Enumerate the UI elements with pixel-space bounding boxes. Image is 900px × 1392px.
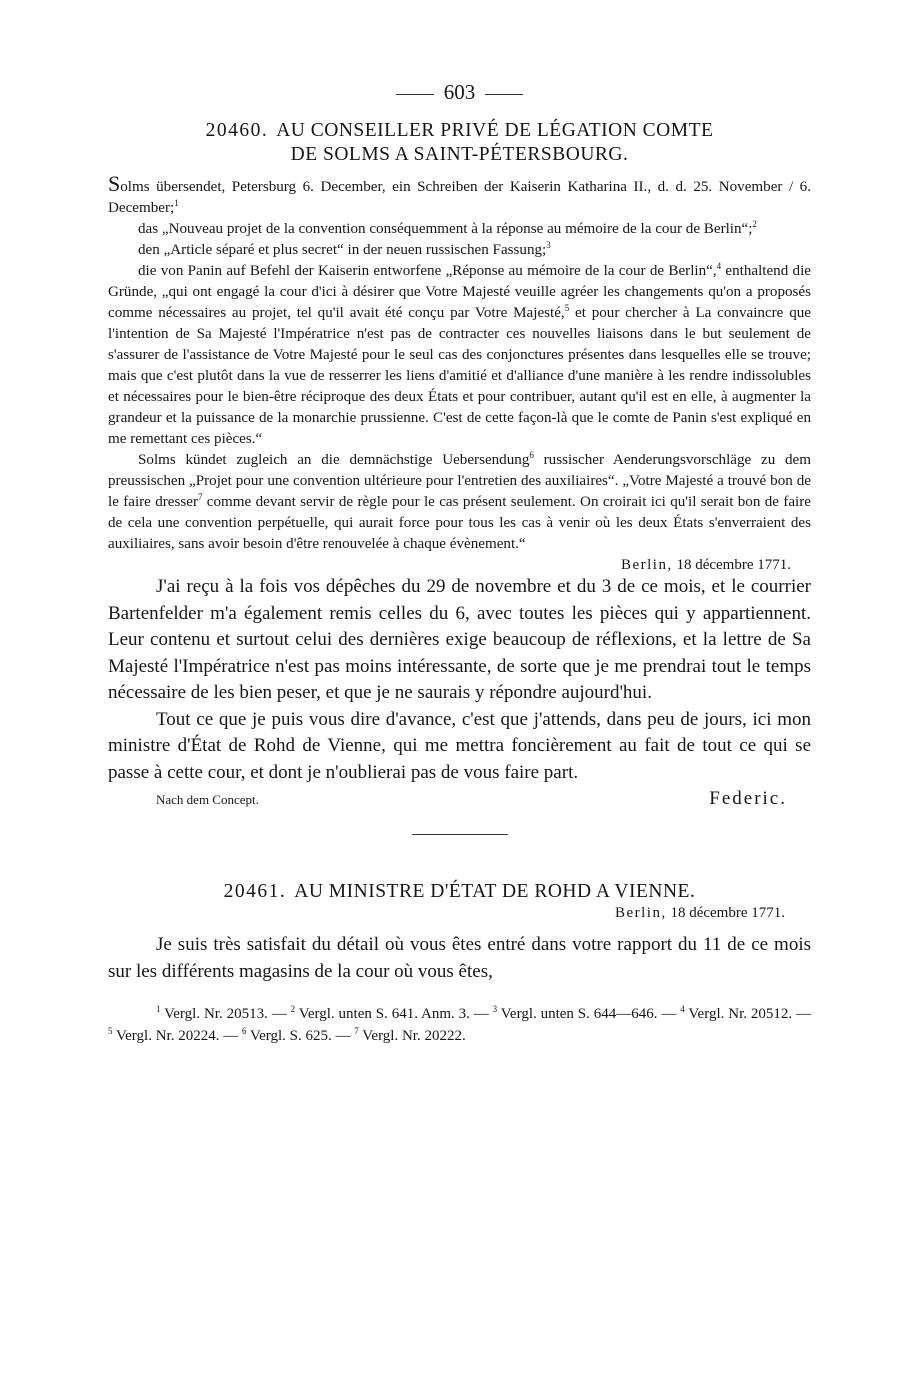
summary-text: enthaltend die Gründe, „qui ont engagé la cour d'ici à désirer que Votre Majesté veuille agréer les changements qu'on a proposés comme nécessaires au projet, tel qu'il avait été conçu par Votre Majesté, (108, 263, 811, 321)
footnote-list (108, 1003, 811, 1047)
footnote-mark: 1 (156, 1004, 161, 1014)
footnote-mark: 5 (108, 1026, 113, 1036)
letter-heading (108, 119, 811, 167)
page-header (108, 80, 811, 105)
letter-title: AU MINISTRE D'ÉTAT DE ROHD A VIENNE. (294, 881, 696, 902)
dateline-place: Berlin, (614, 905, 667, 921)
section-divider (412, 834, 508, 835)
header-rule-left (396, 94, 434, 95)
page-number: 603 (443, 80, 476, 104)
letter-summary (108, 173, 811, 555)
footnote-text: Vergl. Nr. 20224. — (115, 1028, 242, 1044)
document-page (108, 80, 811, 1047)
summary-text: russischer Aenderungsvorschläge zu dem preussischen „Projet pour une convention ultérieure pour l'entretien des auxiliaires“. „Votre Majesté a trouvé bon de le faire dresser (108, 452, 811, 510)
summary-paragraph (108, 219, 811, 240)
letter-number: 20461. (223, 881, 287, 902)
summary-text: et pour chercher à La convaincre que l'intention de Sa Majesté l'Impératrice n'est pas de contracter ces nouvelles liaisons dans le but seulement de s'assurer de l'assistance de Votre Majesté pour le seul cas des conjonctures présentes dans lesquelles elle se trouve; mais que c'est plutôt dans la vue de resserrer les liens d'amitié et d'alliance d'une manière à les rendre indissolubles et nécessaires pour le bien-être réciproque des deux États et pour contribuer, autant qu'il est en elle, à augmenter la grandeur et la puissance de la monarchie prussienne. C'est de cette façon-là que le comte de Panin s'est expliqué en me remettant ces pièces.“ (108, 305, 811, 447)
letter-body (108, 574, 811, 786)
footnote-ref: 6 (529, 449, 534, 460)
summary-paragraph (108, 240, 811, 261)
dateline-date: 18 décembre 1771. (676, 557, 791, 573)
dateline-date: 18 décembre 1771. (670, 905, 785, 921)
footnote-text: Vergl. unten S. 641. Anm. 3. — (298, 1006, 493, 1022)
letter-body (108, 932, 811, 985)
letter-number: 20460. (205, 120, 269, 141)
footnote-text: Vergl. Nr. 20222. (362, 1028, 466, 1044)
body-paragraph: Tout ce que je puis vous dire d'avance, c'est que j'attends, dans peu de jours, ici mon ministre d'État de Rohd de Vienne, qui me mettra foncièrement au fait de tout ce qui se passe à cette cour, et dont je n'oublierai pas de vous faire part. (108, 708, 811, 783)
footnote-text: Vergl. S. 625. — (249, 1028, 355, 1044)
footnote-ref: 7 (197, 491, 203, 502)
footnote-mark: 4 (680, 1004, 685, 1014)
summary-text: die von Panin auf Befehl der Kaiserin entworfene „Réponse au mémoire de la cour de Berlin“, (138, 263, 717, 279)
summary-text: comme devant servir de règle pour le cas présent seulement. On croirait ici qu'il serait bon de faire de cela une convention perpétuelle, qui aurait force pour tous les cas à venir où les deux États s'enverraient des auxiliaires, sans avoir besoin d'être renouvelée à chaque évènement.“ (108, 494, 811, 552)
summary-initial: S (108, 171, 121, 196)
letter-heading (108, 881, 811, 903)
signature: Federic. (709, 788, 787, 809)
body-paragraph: J'ai reçu à la fois vos dépêches du 29 de novembre et du 3 de ce mois, et le courrier Bartenfelder m'a également remis celles du 6, avec toutes les pièces qui y appartiennent. Leur contenu et surtout celui des dernières exige beaucoup de réflexions, et la lettre de Sa Majesté l'Impératrice n'est pas moins intéressante, de sorte que je me prendrai tout le temps nécessaire de les bien peser, et que je ne saurais y répondre aujourd'hui. (108, 576, 811, 703)
footnotes (108, 1003, 811, 1047)
footnote-mark: 2 (290, 1004, 296, 1014)
letter-title-line1: AU CONSEILLER PRIVÉ DE LÉGATION COMTE (276, 120, 714, 141)
footnote-ref: 5 (564, 302, 570, 313)
summary-text: olms übersendet, Petersburg 6. December, ein Schreiben der Kaiserin Katharina II., d. d. 25. November / 6. December; (108, 179, 811, 216)
summary-paragraph (108, 261, 811, 450)
footnote-text: Vergl. Nr. 20512. — (688, 1006, 811, 1022)
footnote-text: Vergl. Nr. 20513. — (164, 1006, 291, 1022)
body-paragraph: Je suis très satisfait du détail où vous êtes entré dans votre rapport du 11 de ce mois sur les différents magasins de la cour où vous êtes, (108, 934, 811, 982)
summary-text: das „Nouveau projet de la convention conséquemment à la réponse au mémoire de la cour de Berlin“; (138, 221, 753, 237)
footnote-ref: 4 (716, 260, 722, 271)
footnote-text: Vergl. unten S. 644—646. — (500, 1006, 681, 1022)
summary-text: den „Article séparé et plus secret“ in der neuen russischen Fassung; (138, 242, 547, 258)
footnote-ref: 2 (752, 218, 757, 229)
footnote-ref: 3 (546, 239, 551, 250)
footnote-ref: 1 (174, 197, 179, 208)
summary-paragraph (108, 173, 811, 219)
summary-text: Solms kündet zugleich an die demnächstige Uebersendung (138, 452, 530, 468)
footnote-mark: 7 (354, 1026, 359, 1036)
letter-dateline (108, 557, 791, 574)
footnote-mark: 3 (492, 1004, 498, 1014)
footnote-mark: 6 (241, 1026, 247, 1036)
header-rule-right (485, 94, 523, 95)
source-note: Nach dem Concept. (156, 792, 259, 807)
letter-closing (108, 788, 811, 810)
letter-dateline (108, 905, 785, 922)
dateline-place: Berlin, (620, 557, 673, 573)
summary-paragraph (108, 450, 811, 555)
letter-title-line2: DE SOLMS A SAINT-PÉTERSBOURG. (290, 144, 629, 165)
